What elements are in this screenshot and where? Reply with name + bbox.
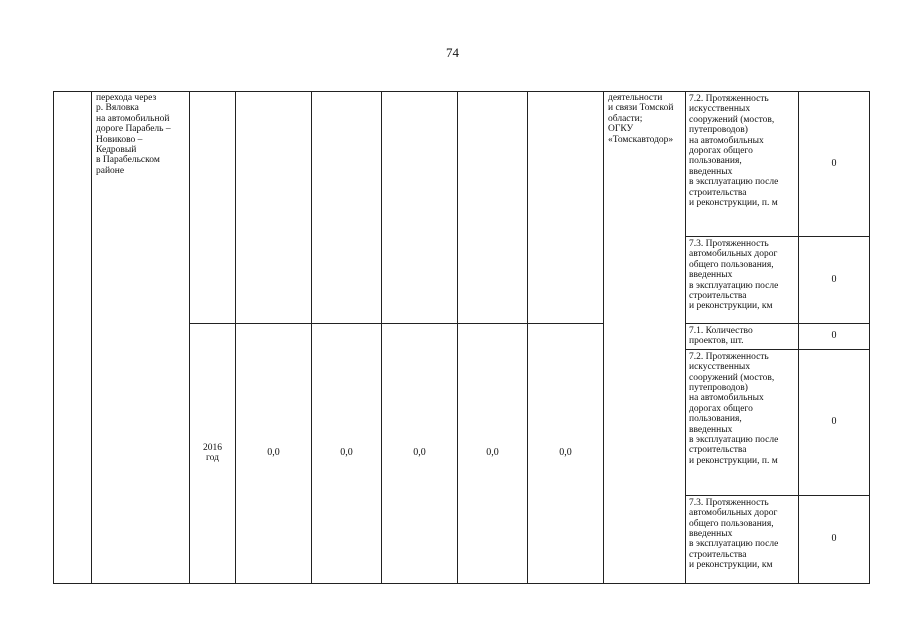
- table-row: [54, 92, 870, 237]
- value-cell: [458, 92, 528, 324]
- value-cell: 0,0: [458, 324, 528, 584]
- indicator-value: 0: [799, 495, 870, 583]
- value-cell: [236, 92, 312, 324]
- year-cell: [190, 92, 236, 324]
- indicator-value: 0: [799, 324, 870, 350]
- value-cell: [382, 92, 458, 324]
- value-cell: 0,0: [382, 324, 458, 584]
- indicator-bridges: 7.2. Протяженность искусственных сооружений (мостов, путепроводов) на автомобильных дорогах общего пользования, введенных в эксплуатацию после строительства и реконструкции, п. м: [686, 349, 799, 495]
- value-cell: 0,0: [236, 324, 312, 584]
- value-cell: [312, 92, 382, 324]
- year-cell: 2016 год: [190, 324, 236, 584]
- executor-cell: деятельности и связи Томской области; ОГКУ «Томскавтодор»: [604, 92, 686, 584]
- value-cell: 0,0: [312, 324, 382, 584]
- indicator-value: 0: [799, 237, 870, 324]
- value-cell: [528, 92, 604, 324]
- indicator-value: 0: [799, 92, 870, 237]
- page-number: 74: [446, 45, 459, 60]
- indicator-projects: 7.1. Количество проектов, шт.: [686, 324, 799, 350]
- object-name-cell: перехода через р. Вяловка на автомобильной дороге Парабель – Новиково – Кедровый в Парабельском районе: [92, 92, 190, 584]
- indicator-roads: 7.3. Протяженность автомобильных дорог общего пользования, введенных в эксплуатацию после строительства и реконструкции, км: [686, 237, 799, 324]
- indicator-bridges: 7.2. Протяженность искусственных сооружений (мостов, путепроводов) на автомобильных дорогах общего пользования, введенных в эксплуатацию после строительства и реконструкции, п. м: [686, 92, 799, 237]
- number-cell: [54, 92, 92, 584]
- indicator-roads: 7.3. Протяженность автомобильных дорог общего пользования, введенных в эксплуатацию после строительства и реконструкции, км: [686, 495, 799, 583]
- program-table: [53, 91, 870, 584]
- indicator-value: 0: [799, 349, 870, 495]
- value-cell: 0,0: [528, 324, 604, 584]
